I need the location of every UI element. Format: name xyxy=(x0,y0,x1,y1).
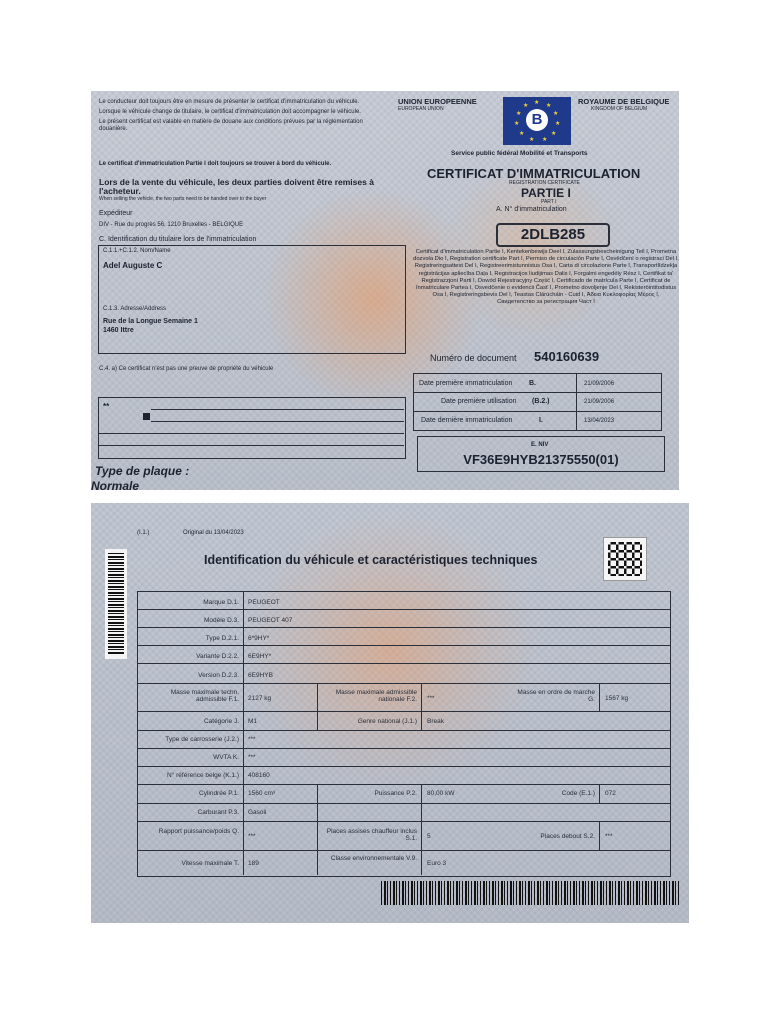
seats-value: 5 xyxy=(427,833,431,840)
body-type-value: *** xyxy=(248,736,256,743)
table-column xyxy=(317,784,318,875)
date-last-reg-value: 13/04/2023 xyxy=(584,418,615,424)
power-weight-label: Rapport puissance/poids Q. xyxy=(158,828,239,835)
date-first-reg-label: Date première immatriculation xyxy=(419,380,513,387)
vin-number: VF36E9HYB21375550(01) xyxy=(463,452,619,467)
brand-value: PEUGEOT xyxy=(248,599,280,606)
date-first-reg-value: 21/09/2006 xyxy=(584,381,615,387)
version-value: 6E9HYB xyxy=(248,672,273,679)
eu-flag-icon: ★ ★ ★ ★ ★ ★ ★ ★ ★ ★ ★ B xyxy=(503,97,571,145)
type-label: Type D.2.1. xyxy=(205,635,239,642)
table-row xyxy=(137,766,670,767)
category-label: Catégorie J. xyxy=(203,718,239,725)
table-column xyxy=(599,821,600,851)
type-value: 6*9HY* xyxy=(248,635,270,642)
table-row xyxy=(137,850,670,851)
c4-line xyxy=(151,409,404,410)
c4-box xyxy=(98,397,406,459)
env-class-label: Classe environnementale V.9. xyxy=(330,855,417,862)
onboard-note: Le certificat d'immatriculation Partie I doit toujours se trouver à bord du véhicule. xyxy=(99,161,332,167)
eu-subtitle: EUROPEAN UNION xyxy=(398,106,444,112)
table-row xyxy=(137,730,670,731)
env-class-value: Euro 3 xyxy=(427,860,447,867)
checkbox-marker xyxy=(143,413,150,420)
date-last-reg-label: Date dernière immatriculation xyxy=(421,417,513,424)
brand-label: Marque D.1. xyxy=(203,599,239,606)
eu-title: UNION EUROPEENNE xyxy=(398,97,477,106)
table-row xyxy=(137,711,670,712)
mass-f2-label: Masse maximale admissible nationale F.2. xyxy=(335,689,417,703)
table-column xyxy=(599,683,600,711)
table-column xyxy=(421,784,422,875)
mass-f2-value: *** xyxy=(427,695,435,702)
qr-code-icon xyxy=(603,537,647,581)
table-column xyxy=(599,784,600,804)
sender-label: Expéditeur xyxy=(99,210,133,217)
variant-label: Variante D.2.2. xyxy=(196,653,239,660)
table-column xyxy=(243,591,244,875)
table-column xyxy=(421,683,422,731)
power-value: 80,00 kW xyxy=(427,790,455,797)
belgian-ref-label: N° référence belge (K.1.) xyxy=(167,772,239,779)
intro-notice: Le conducteur doit toujours être en mesure de présenter le certificat d'immatriculation du véhicule. Lorsque le véhicule change de titulaire, le certificat d'immatriculation doit accompagner le véhicule. Le présent certificat est valable en matière de douane aux conditions prévues par la réglementation douanière. xyxy=(99,99,363,132)
standing-value: *** xyxy=(605,833,613,840)
name-label: C.1.1.+C.1.2. Nom/Name xyxy=(103,248,171,254)
registration-certificate-front xyxy=(91,91,679,490)
table-column xyxy=(317,683,318,731)
mass-g-value: 1567 kg xyxy=(605,695,629,702)
variant-value: 6E9HY* xyxy=(248,653,272,660)
doc-number-label: Numéro de document xyxy=(430,353,517,363)
fuel-label: Carburant P.3. xyxy=(197,809,239,816)
c4-line xyxy=(151,421,404,422)
max-speed-label: Vitesse maximale T. xyxy=(181,860,239,867)
date-first-use-value: 21/09/2006 xyxy=(584,399,615,405)
plate-type-value: Normale xyxy=(91,479,140,490)
holder-section-title: C. Identification du titulaire lors de l'immatriculation xyxy=(99,236,257,243)
table-row xyxy=(137,609,670,610)
country-code-b: B xyxy=(526,109,548,131)
genre-label: Genre national (J.1.) xyxy=(357,718,417,725)
mass-g-label: Masse en ordre de marche G. xyxy=(517,689,595,703)
max-speed-value: 189 xyxy=(248,860,259,867)
engine-code-value: 072 xyxy=(605,790,616,797)
languages-text: Certificat d'immatriculation Partie I, Kentekenbewijs Deel I, Zulassungsbescheinigung Teil I, Prometna dozvola Dio I, Registration certificate Part I, Permiso de circulación Parte I, Osvědčení o registraci Del I, Registreringsattest Del I, Registreerimistunnistus Osa I, Carta di circolazione Parte I, Transportlīdzekļa reģistrācijas apliecība Daļa I, Registracijos liudijimas Dalis I, Forgalmi engedély Rész I, Certifikat ta' Registrazzjoni Parti I, Dowód Rejestracyjny Część I, Certificado de matrícula Parte I, Certificat de înmatriculare Partea I, Osvedčenie o evidencii Časť I, Prometno dovoljenje Del I, Rekisteröintitodistus Osa I, Registreringsbevis Del I, Teastas Clárúcháin - Cuid I, Άδεια Κυκλοφορίας Μέρος I, Свидетелство за регистрация Част I xyxy=(413,249,679,306)
cert-title: CERTIFICAT D'IMMATRICULATION xyxy=(427,166,641,181)
sale-note: Lors de la vente du véhicule, les deux parties doivent être remises à l'acheteur. xyxy=(99,177,374,196)
c4-line xyxy=(99,433,404,434)
table-row xyxy=(137,821,670,822)
sender-value: DIV - Rue du progrès 56, 1210 Bruxelles - BELGIQUE xyxy=(99,222,244,228)
fuel-value: Gasoil xyxy=(248,809,267,816)
part-subtitle: PART I xyxy=(541,199,557,205)
kingdom-title: ROYAUME DE BELGIQUE xyxy=(578,97,670,106)
address-line1: Rue de la Longue Semaine 1 xyxy=(103,318,198,325)
kingdom-subtitle: KINGDOM OF BELGIUM xyxy=(591,106,648,112)
stars: ** xyxy=(103,402,110,411)
engine-code-label: Code (E.1.) xyxy=(561,790,595,797)
barcode-bottom-icon xyxy=(381,881,681,905)
standing-label: Places debout S.2. xyxy=(540,833,595,840)
barcode-left-icon xyxy=(105,549,127,659)
doc-number: 540160639 xyxy=(534,349,600,364)
dates-divider xyxy=(413,392,661,393)
power-label: Puissance P.2. xyxy=(374,790,417,797)
cert-subtitle: REGISTRATION CERTIFICATE xyxy=(509,180,580,186)
sale-note-en: When selling the vehicle, the two parts need to be handed over to the buyer xyxy=(99,196,267,202)
category-value: M1 xyxy=(248,718,258,725)
address-label: C.1.3. Adresse/Address xyxy=(103,306,167,312)
technical-title: Identification du véhicule et caractéristiques techniques xyxy=(204,553,538,567)
seats-label: Places assises chauffeur inclus S.1. xyxy=(326,828,417,842)
registration-certificate-technical xyxy=(91,503,689,923)
displacement-label: Cylindrée P.1. xyxy=(199,790,239,797)
wvta-label: WVTA K. xyxy=(213,754,239,761)
c4-label: C.4. a) Ce certificat n'est pas une preuve de propriété du véhicule xyxy=(99,366,274,372)
table-row xyxy=(137,748,670,749)
original-date: Original du 13/04/2023 xyxy=(183,530,244,536)
table-row xyxy=(137,683,670,684)
c4-line xyxy=(99,445,404,446)
wvta-value: *** xyxy=(248,754,256,761)
ref-code: (I.1.) xyxy=(137,530,150,536)
date-first-use-code: (B.2.) xyxy=(532,398,550,405)
table-row xyxy=(137,784,670,785)
power-weight-value: *** xyxy=(248,833,256,840)
date-first-use-label: Date première utilisation xyxy=(441,398,517,405)
holder-name: Adel Auguste C xyxy=(103,261,163,270)
plate-type-label: Type de plaque : xyxy=(95,464,190,478)
table-row xyxy=(137,803,670,804)
service-name: Service public fédéral Mobilité et Transports xyxy=(451,150,588,157)
mass-f1-value: 2127 kg xyxy=(248,695,272,702)
table-row xyxy=(137,645,670,646)
date-last-reg-code: I. xyxy=(539,417,543,424)
dates-divider xyxy=(413,411,661,412)
vin-box xyxy=(417,436,665,472)
table-row xyxy=(137,627,670,628)
body-type-label: Type de carrosserie (J.2.) xyxy=(165,736,239,743)
displacement-value: 1560 cm³ xyxy=(248,790,276,797)
vin-label: E. NIV xyxy=(531,442,549,448)
table-row xyxy=(137,663,670,664)
date-first-reg-code: B. xyxy=(529,380,536,387)
reg-number-label: A. N° d'immatriculation xyxy=(496,206,567,213)
mass-f1-label: Masse maximale techn. admissible F.1. xyxy=(170,689,239,703)
part-title: PARTIE I xyxy=(521,186,571,200)
dates-divider xyxy=(576,373,577,430)
belgian-ref-value: 408160 xyxy=(248,772,270,779)
address-line2: 1460 Ittre xyxy=(103,327,134,334)
version-label: Version D.2.3. xyxy=(198,672,239,679)
model-label: Modèle D.3. xyxy=(203,617,239,624)
model-value: PEUGEOT 407 xyxy=(248,617,293,624)
genre-value: Break xyxy=(427,718,444,725)
registration-number: 2DLB285 xyxy=(496,223,610,247)
